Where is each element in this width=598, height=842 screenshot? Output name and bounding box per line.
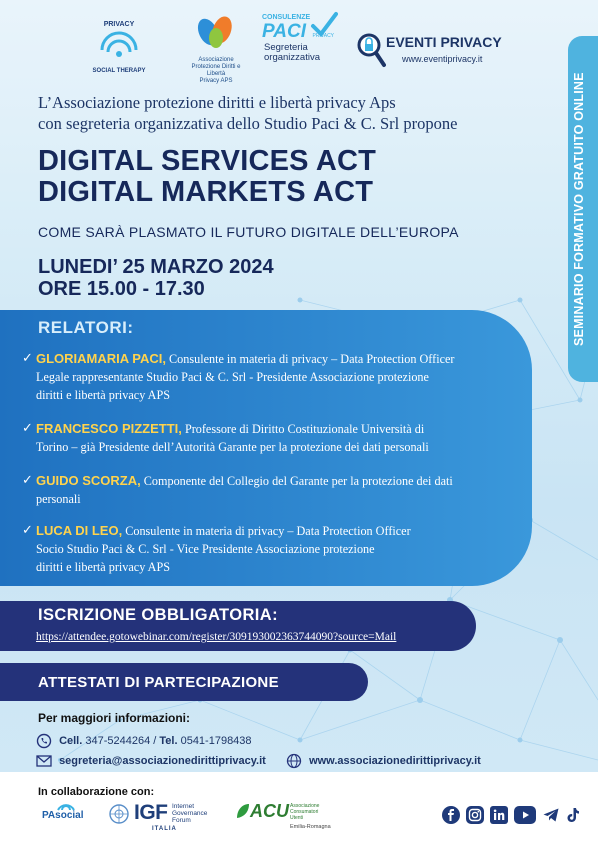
association-logo-line-2: Protezione Diritti e Libertà [191, 64, 241, 77]
speaker-desc-line: Torino – già Presidente dell’Autorità Garante per la protezione dei dati personali [36, 440, 429, 454]
time-line: ORE 15.00 - 17.30 [38, 278, 205, 300]
website-contact [286, 753, 481, 769]
privacy-small-text: PRIVACY [312, 33, 335, 39]
speaker-name: GUIDO SCORZA, [36, 473, 141, 488]
speaker-name: FRANCESCO PIZZETTI, [36, 421, 182, 436]
speaker-item [22, 420, 522, 456]
acu-line: Associazione [290, 803, 320, 809]
collab-title: In collaborazione con: [38, 786, 155, 798]
igf-logo [108, 801, 218, 835]
mail-icon [36, 753, 52, 769]
wifi-icon [86, 14, 152, 80]
info-title: Per maggiori informazioni: [38, 711, 191, 725]
speaker-desc-line: Componente del Collegio del Garante per la protezione dei dati [143, 474, 453, 488]
registration-link[interactable]: https://attendee.gotowebinar.com/register/309193002363744090?source=Mail [36, 631, 397, 643]
facebook-icon[interactable] [442, 806, 460, 824]
acu-subtext [290, 803, 319, 821]
intro-line-2: con segreteria organizzativa dello Studio Paci & C. Srl propone [38, 114, 458, 133]
pasocial-text: PAsocial [42, 810, 84, 821]
paci-text: PACI [262, 21, 306, 42]
eventi-privacy-logo [356, 32, 520, 76]
speaker-desc-line: Consulente in materia di privacy – Data Protection Officer [125, 524, 411, 538]
un-emblem-icon [108, 803, 130, 825]
speaker-name: LUCA DI LEO, [36, 523, 123, 538]
telegram-icon[interactable] [542, 806, 560, 824]
speaker-desc-line: Legale rappresentante Studio Paci & C. Srl - Presidente Associazione protezione [36, 370, 429, 384]
speaker-desc-line: diritti e libertà privacy APS [36, 560, 171, 574]
association-logo [188, 12, 244, 84]
acu-line: Utenti [290, 815, 304, 821]
consulenze-text: CONSULENZE [262, 14, 311, 21]
title-line-2: DIGITAL MARKETS ACT [38, 176, 374, 208]
speaker-item [22, 522, 522, 576]
magnifier-lock-icon [356, 32, 386, 68]
segreteria-line-1: Segreteria [264, 42, 308, 53]
event-date [38, 256, 438, 300]
igf-line: Governance [172, 810, 208, 817]
eventi-privacy-text: EVENTI PRIVACY [386, 34, 502, 50]
igf-line: Forum [172, 817, 191, 824]
eventi-privacy-url: www.eventiprivacy.it [402, 54, 483, 64]
phone-contact [36, 733, 252, 749]
intro [38, 92, 558, 134]
igf-text: IGF [134, 801, 168, 824]
paci-logo [262, 14, 342, 80]
phone-separator: / [150, 734, 160, 747]
title-line-1: DIGITAL SERVICES ACT [38, 145, 377, 177]
acu-region: Emilia-Romagna [290, 824, 331, 830]
speaker-desc-line: personali [36, 492, 81, 506]
event-title [38, 146, 558, 208]
email-link[interactable]: segreteria@associazionedirittiprivacy.it [59, 754, 266, 767]
speaker-item [22, 350, 522, 404]
globe-icon [286, 753, 302, 769]
checkmark-icon: ✓ [22, 421, 33, 436]
whatsapp-icon [36, 733, 52, 749]
association-logo-line-3: Privacy APS [199, 78, 233, 84]
acu-text: ACU [250, 801, 289, 821]
side-banner-text: SEMINARIO FORMATIVO GRATUITO ONLINE [572, 72, 586, 346]
leaf-icon [236, 803, 250, 819]
instagram-icon[interactable] [466, 806, 484, 824]
attestati-title: ATTESTATI DI PARTECIPAZIONE [38, 674, 279, 691]
speaker-desc-line: Socio Studio Paci & C. Srl - Vice Presidente Associazione protezione [36, 542, 375, 556]
intro-line-1: L’Associazione protezione diritti e libertà privacy Aps [38, 93, 396, 112]
cell-number: 347-5244264 [85, 734, 151, 747]
checkmark-icon [310, 11, 338, 39]
igf-subtext [172, 803, 207, 824]
acu-line: Consumatori [290, 809, 319, 815]
tel-label: Tel. [159, 734, 178, 747]
checkmark-icon: ✓ [22, 473, 33, 488]
association-logo-line-1: Associazione [198, 57, 234, 63]
linkedin-icon[interactable] [490, 806, 508, 824]
checkmark-icon: ✓ [22, 523, 33, 538]
svg-text:SOCIAL THERAPY: SOCIAL THERAPY [92, 68, 146, 74]
acu-logo [236, 801, 346, 835]
website-link[interactable]: www.associazionedirittiprivacy.it [309, 754, 481, 767]
speaker-desc-line: Consulente in materia di privacy – Data Protection Officer [169, 352, 455, 366]
privacy-social-therapy-logo [86, 14, 152, 80]
speaker-name: GLORIAMARIA PACI, [36, 351, 166, 366]
cell-label: Cell. [59, 734, 83, 747]
event-subtitle: COME SARÀ PLASMATO IL FUTURO DIGITALE DELL’EUROPA [38, 224, 459, 240]
email-contact [36, 753, 266, 769]
registration-title: ISCRIZIONE OBBLIGATORIA: [38, 606, 278, 624]
youtube-icon[interactable] [514, 806, 536, 824]
logo-row [0, 10, 560, 82]
speaker-desc-line: diritti e libertà privacy APS [36, 388, 171, 402]
date-line: LUNEDI’ 25 MARZO 2024 [38, 256, 274, 278]
igf-line: Internet [172, 803, 195, 810]
tel-number: 0541-1798438 [180, 734, 252, 747]
speakers-title: RELATORI: [38, 318, 134, 337]
checkmark-icon: ✓ [22, 351, 33, 366]
pasocial-logo [40, 800, 98, 830]
tiktok-icon[interactable] [564, 806, 582, 824]
speaker-desc-line: Professore di Diritto Costituzionale Università di [184, 422, 425, 436]
svg-text:PRIVACY: PRIVACY [103, 21, 135, 28]
segreteria-line-2: organizzativa [264, 52, 320, 63]
igf-italia: ITALIA [152, 826, 177, 832]
speaker-item [22, 472, 522, 508]
hands-icon [188, 12, 244, 52]
